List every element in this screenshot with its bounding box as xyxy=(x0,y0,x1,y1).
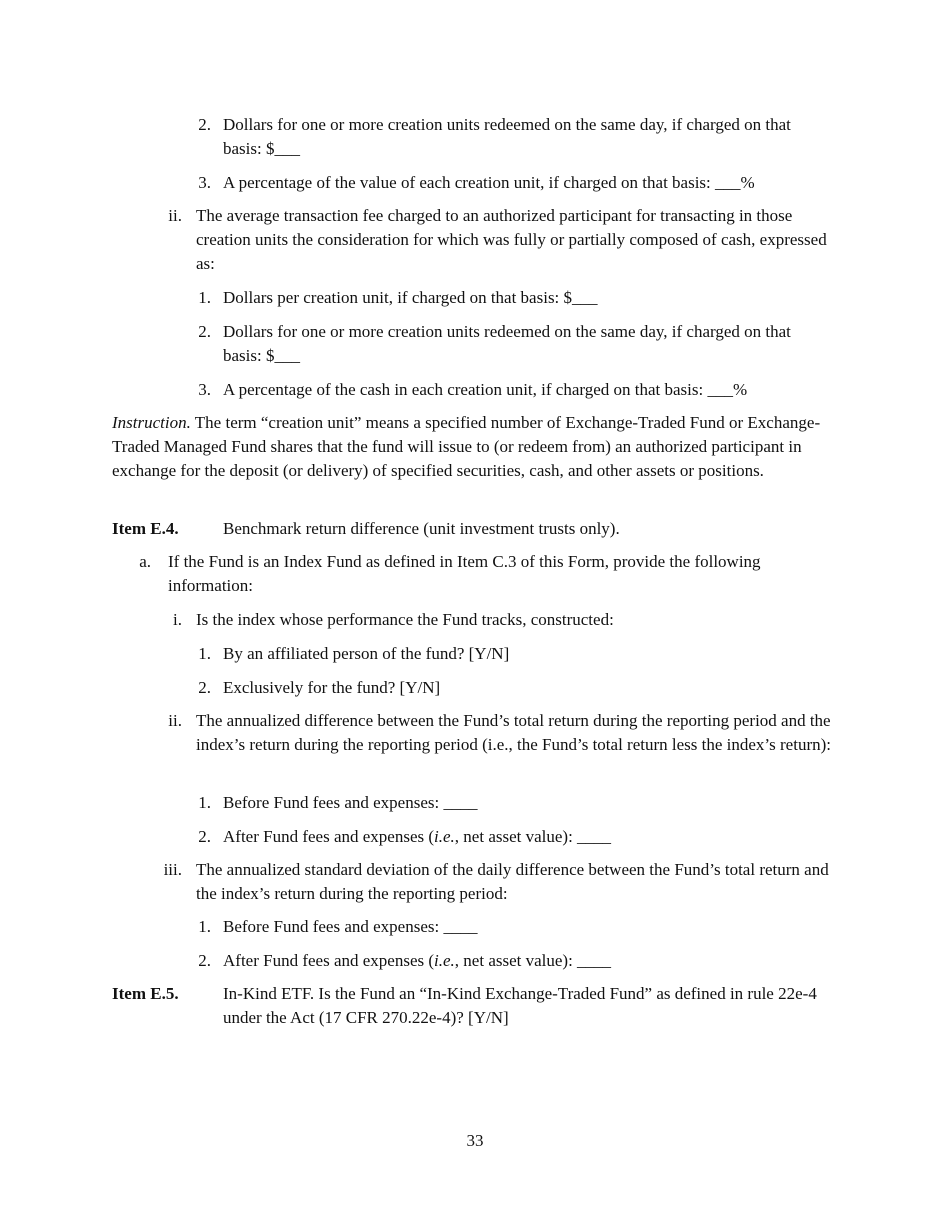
list-item xyxy=(191,915,841,939)
item-text: Exclusively for the fund? [Y/N] xyxy=(223,678,441,697)
item-marker: 1. xyxy=(198,644,211,663)
list-item xyxy=(191,171,841,195)
item-text: A percentage of the value of each creation unit, if charged on that basis: ___% xyxy=(223,173,755,192)
list-item xyxy=(191,791,841,815)
item-text: Dollars per creation unit, if charged on that basis: $___ xyxy=(223,288,598,307)
item-marker: 3. xyxy=(198,173,211,192)
list-item xyxy=(160,608,850,632)
list-item xyxy=(191,825,841,849)
text-segment: , net asset value): ____ xyxy=(454,827,612,846)
item-marker: 2. xyxy=(198,678,211,697)
item-marker: 2. xyxy=(198,951,211,970)
item-text: The annualized standard deviation of the daily difference between the Fund’s total return and the index’s return during the reporting period: xyxy=(196,860,829,903)
text-segment: , net asset value): ____ xyxy=(454,951,612,970)
item-text: Before Fund fees and expenses: ____ xyxy=(223,793,478,812)
item-text: Is the index whose performance the Fund tracks, constructed: xyxy=(196,610,614,629)
list-item xyxy=(191,320,841,368)
list-item xyxy=(191,642,841,666)
list-item xyxy=(191,676,841,700)
item-text: Dollars for one or more creation units redeemed on the same day, if charged on that basis: $___ xyxy=(223,115,791,158)
list-item xyxy=(160,858,850,906)
list-item xyxy=(160,709,850,757)
item-marker: i. xyxy=(173,610,182,629)
item-marker: 2. xyxy=(198,827,211,846)
item-text xyxy=(223,825,828,849)
item-marker: ii. xyxy=(168,206,182,225)
item-marker: ii. xyxy=(168,711,182,730)
item-e4-title: Benchmark return difference (unit investment trusts only). xyxy=(223,519,620,538)
item-marker: 1. xyxy=(198,288,211,307)
page-number: 33 xyxy=(466,1131,484,1150)
item-text: The annualized difference between the Fund’s total return during the reporting period and the index’s return during the reporting period (i.e., the Fund’s total return less the index’s return): xyxy=(196,711,831,754)
item-e4-label: Item E.4. xyxy=(112,519,179,538)
item-marker: 2. xyxy=(198,322,211,341)
item-text: Dollars for one or more creation units redeemed on the same day, if charged on that basis: $___ xyxy=(223,322,791,365)
item-text: By an affiliated person of the fund? [Y/N] xyxy=(223,644,510,663)
item-marker: 3. xyxy=(198,380,211,399)
item-marker: iii. xyxy=(163,860,182,879)
text-segment: After Fund fees and expenses ( xyxy=(223,951,435,970)
item-marker: 2. xyxy=(198,115,211,134)
item-text: If the Fund is an Index Fund as defined in Item C.3 of this Form, provide the following information: xyxy=(168,552,761,595)
instruction-paragraph xyxy=(112,411,842,483)
item-marker: 1. xyxy=(198,793,211,812)
instruction-label: Instruction. xyxy=(112,413,191,432)
item-text xyxy=(223,949,828,973)
item-text: The average transaction fee charged to an authorized participant for transacting in those creation units the consideration for which was fully or partially composed of cash, expressed as: xyxy=(196,206,827,273)
italic-segment: i.e. xyxy=(434,827,455,846)
list-item xyxy=(133,550,853,598)
item-e5-label: Item E.5. xyxy=(112,984,179,1003)
item-marker: a. xyxy=(139,552,151,571)
list-item xyxy=(160,204,850,276)
list-item xyxy=(191,113,841,161)
item-e5-text: In-Kind ETF. Is the Fund an “In-Kind Exchange-Traded Fund” as defined in rule 22e-4 under the Act (17 CFR 270.22e-4)? [Y/N] xyxy=(223,984,817,1027)
text-segment: After Fund fees and expenses ( xyxy=(223,827,435,846)
instruction-text: The term “creation unit” means a specified number of Exchange-Traded Fund or Exchange-Traded Managed Fund shares that the fund will issue to (or redeem from) an authorized participant in exchange for the deposit (or delivery) of specified securities, cash, and other assets or positions. xyxy=(112,413,821,480)
item-marker: 1. xyxy=(198,917,211,936)
item-text: Before Fund fees and expenses: ____ xyxy=(223,917,478,936)
list-item xyxy=(191,378,841,402)
list-item xyxy=(191,949,841,973)
item-text: A percentage of the cash in each creation unit, if charged on that basis: ___% xyxy=(223,380,748,399)
italic-segment: i.e. xyxy=(434,951,455,970)
list-item xyxy=(191,286,841,310)
